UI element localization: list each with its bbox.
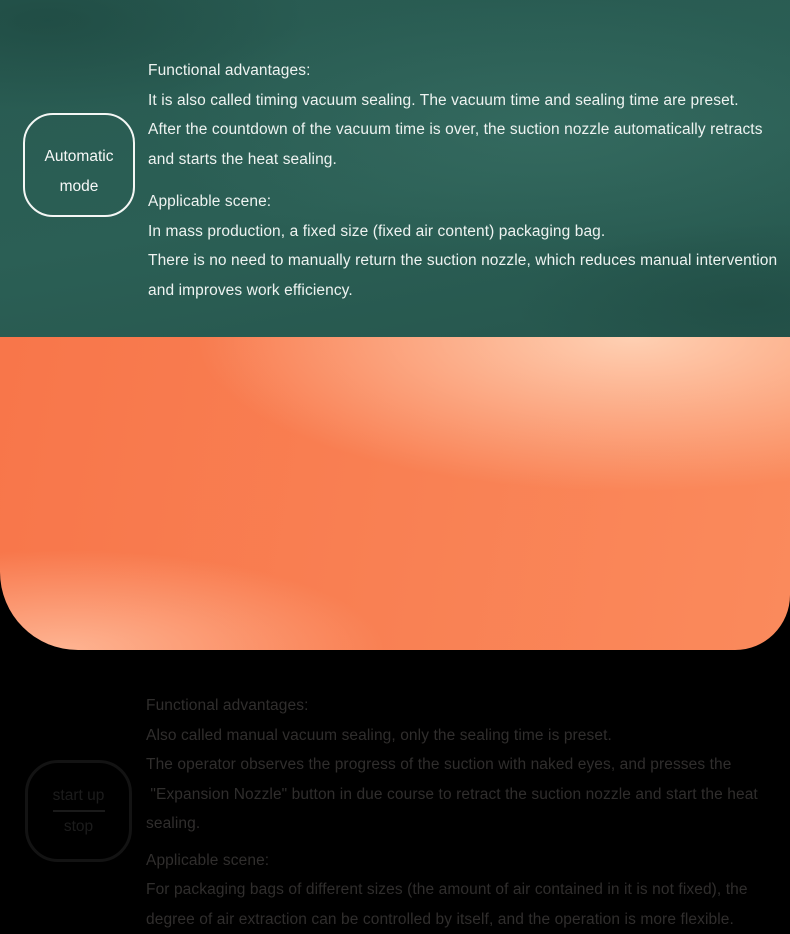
automatic-mode-panel <box>0 0 790 337</box>
text-line: It is also called timing vacuum sealing. The vacuum time and sealing time are preset. <box>148 86 777 116</box>
automatic-mode-badge <box>23 113 135 217</box>
text-line: After the countdown of the vacuum time is over, the suction nozzle automatically retracts <box>148 115 777 145</box>
functional-advantages-heading: Functional advantages: <box>146 691 758 721</box>
badge-label-line: Automatic <box>45 142 114 172</box>
text-line: and improves work efficiency. <box>148 276 777 306</box>
functional-advantages-heading: Functional advantages: <box>148 56 777 86</box>
automatic-mode-description <box>148 56 777 305</box>
badge-label-line: mode <box>60 172 99 202</box>
text-line: Also called manual vacuum sealing, only the sealing time is preset. <box>146 721 758 751</box>
text-line: degree of air extraction can be controlled by itself, and the operation is more flexible. <box>146 905 758 934</box>
text-line: sealing. <box>146 809 758 839</box>
text-line: and starts the heat sealing. <box>148 145 777 175</box>
text-line: For packaging bags of different sizes (the amount of air contained in it is not fixed), the <box>146 875 758 905</box>
start-stop-badge <box>25 760 132 862</box>
text-line: The operator observes the progress of the suction with naked eyes, and presses the <box>146 750 758 780</box>
text-line: In mass production, a fixed size (fixed air content) packaging bag. <box>148 217 777 247</box>
applicable-scene-heading: Applicable scene: <box>146 846 758 876</box>
badge-label-line: start up <box>53 785 105 806</box>
badge-label-line: stop <box>64 816 93 837</box>
text-line: There is no need to manually return the suction nozzle, which reduces manual intervention <box>148 246 777 276</box>
manual-mode-description <box>146 691 758 934</box>
applicable-scene-heading: Applicable scene: <box>148 187 777 217</box>
badge-divider <box>53 810 105 812</box>
manual-mode-panel <box>0 337 790 650</box>
text-line: "Expansion Nozzle" button in due course to retract the suction nozzle and start the heat <box>146 780 758 810</box>
